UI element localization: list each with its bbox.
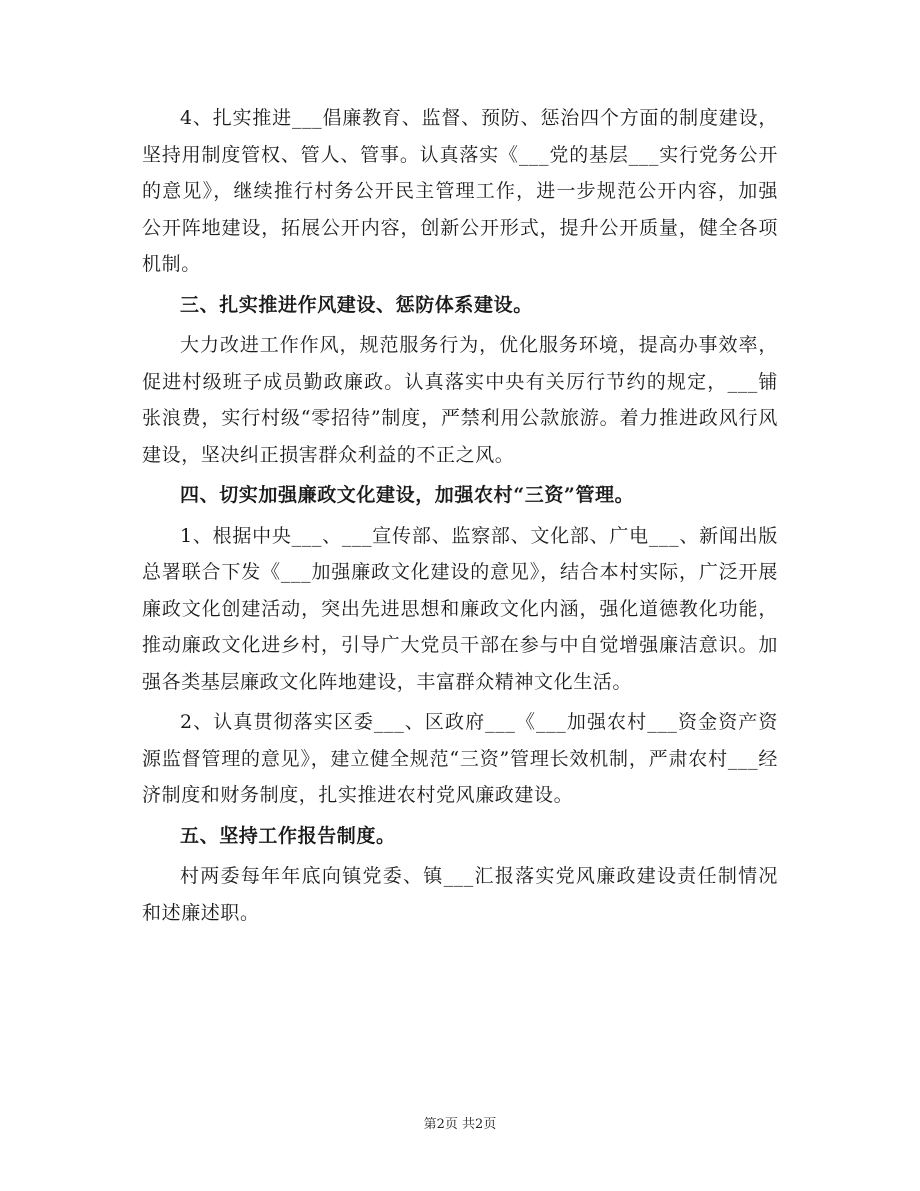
paragraph-item-1: 1、根据中央___、___宣传部、监察部、文化部、广电___、新闻出版总署联合下发《___加强廉政文化建设的意见》，结合本村实际，广泛开展廉政文化创建活动，突出先进思想和廉政文化内涵，强化道德教化功能，推动廉政文化进乡村，引导广大党员干部在参与中自觉增强廉洁意识。加强各类基层廉政文化阵地建设，丰富群众精神文化生活。 — [142, 524, 778, 693]
paragraph-item-2: 2、认真贯彻落实区委___、区政府___《___加强农村___资金资产资源监督管理的意见》，建立健全规范“三资”管理长效机制，严肃农村___经济制度和财务制度，扎实推进农村党风廉政建设。 — [142, 711, 778, 806]
page-footer: 第2页 共2页 — [423, 1117, 497, 1132]
document-body — [142, 100, 778, 935]
section-heading-3: 三、扎实推进作风建设、惩防体系建设。 — [180, 293, 533, 316]
section-heading-4: 四、切实加强廉政文化建设，加强农村“三资”管理。 — [180, 484, 635, 506]
paragraph-work-style: 大力改进工作作风，规范服务行为，优化服务环境，提高办事效率，促进村级班子成员勤政廉政。认真落实中央有关厉行节约的规定，___铺张浪费，实行村级“零招待”制度，严禁利用公款旅游。着力推进政风行风建设，坚决纠正损害群众利益的不正之风。 — [142, 334, 778, 466]
paragraph-report: 村两委每年年底向镇党委、镇___汇报落实党风廉政建设责任制情况和述廉述职。 — [142, 865, 778, 924]
section-heading-5: 五、坚持工作报告制度。 — [180, 824, 396, 847]
paragraph-item-4: 4、扎实推进___倡廉教育、监督、预防、惩治四个方面的制度建设，坚持用制度管权、管人、管事。认真落实《___党的基层___实行党务公开的意见》，继续推行村务公开民主管理工作，进一步规范公开内容，加强公开阵地建设，拓展公开内容，创新公开形式，提升公开质量，健全各项机制。 — [142, 107, 778, 275]
